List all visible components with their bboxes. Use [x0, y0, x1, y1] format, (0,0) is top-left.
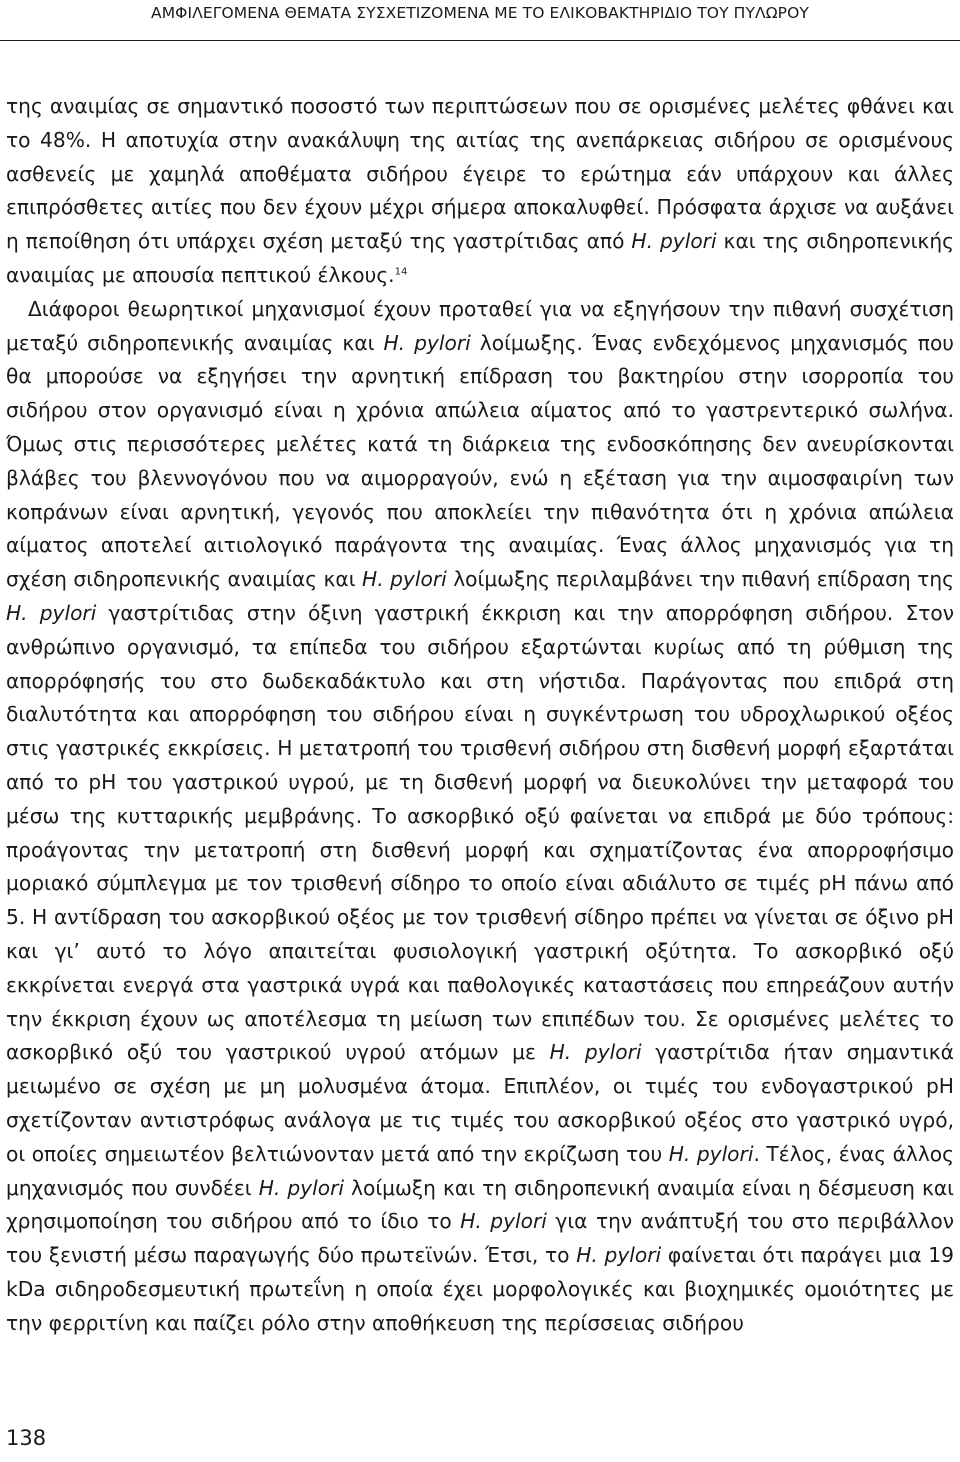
text-run: γαστρίτιδας στην όξινη γαστρική έκκριση και την απορρόφηση σιδήρου. Στον ανθρώπινο οργανισμό, τα επίπεδα του σιδήρου εξαρτώνται κυρίως από τη ρύθμιση της απορρόφησής του στο δωδεκαδάκτυλο και στη νήστιδα. Παράγοντας που επιδρά στη διαλυτότητα και απορρόφηση του σιδήρου είναι η συγκέντρωση του υδροχλωρικού οξέος στις γαστρικές εκκρίσεις. Η μετατροπή του τρισθενή σιδήρου στη δισθενή μορφή εξαρτάται από το pH του γαστρικού υγρού, με τη δισθενή μορφή να διευκολύνει την μεταφορά του μέσω της κυτταρικής μεμβράνης. Το ασκορβικό οξύ φαίνεται να επιδρά με δύο τρόπους: προάγοντας την μετατροπή στη δισθενή μορφή και σχηματίζοντας ένα απορροφήσιμο μοριακό σύμπλεγμα με τον τρισθενή σίδηρο το οποίο είναι αδιάλυτο σε τιμές pH πάνω από 5. Η αντίδραση του ασκορβικού οξέος με τον τρισθενή σίδηρο πρέπει να γίνεται σε όξινο pH και γι’ αυτό το λόγο απαιτείται φυσιολογική γαστρική οξύτητα. Το ασκορβικό οξύ εκκρίνεται ενεργά στα γαστρικά υγρά και παθολογικές καταστάσεις που επηρεάζουν αυτήν την έκκριση έχουν ως αποτέλεσμα τη μείωση των επιπέδων του. Σε ορισμένες μελέτες το ασκορβικό οξύ του γαστρικού υγρού ατόμων με — [6, 600, 954, 1065]
body-text — [6, 90, 954, 1340]
italic-term: H. pylori — [576, 1243, 662, 1268]
italic-term: H. pylori — [668, 1141, 754, 1166]
text-run: και της σιδηροπενικής αναιμίας με απουσία πεπτικού έλκους. — [6, 229, 954, 287]
text-run: λοίμωξη και τη σιδηροπενική αναιμία είναι η δέσμευση και χρησιμοποίηση του σιδήρου από το ίδιο το — [6, 1175, 955, 1234]
italic-term: H. pylori — [460, 1209, 547, 1234]
italic-term: H. pylori — [383, 330, 471, 355]
paragraph — [6, 293, 954, 1341]
italic-term: H. pylori — [631, 229, 717, 254]
italic-term: H. pylori — [258, 1175, 344, 1200]
italic-term: H. pylori — [549, 1040, 642, 1065]
text-run: λοίμωξης περιλαμβάνει την πιθανή επίδραση της — [446, 567, 954, 592]
italic-term: H. pylori — [362, 567, 447, 592]
text-run: λοίμωξης. Ένας ενδεχόμενος μηχανισμός που θα μπορούσε να εξηγήσει την αρνητική επίδραση του βακτηρίου στην ισορροπία του σιδήρου στον οργανισμό είναι η χρόνια απώλεια αίματος από το γαστρεντερικό σωλήνα. Όμως στις περισσότερες μελέτες κατά τη διάρκεια της ενδοσκόπησης δεν ανευρίσκονται βλάβες του βλεννογόνου που να αιμορραγούν, ενώ η εξέταση για την αιμοσφαιρίνη των κοπράνων είναι αρνητική, γεγονός που αποκλείει την πιθανότητα ότι η χρόνια απώλεια αίματος αποτελεί αιτιολογικό παράγοντα της αναιμίας. Ένας άλλος μηχανισμός για τη σχέση σιδηροπενικής αναιμίας και — [6, 330, 954, 592]
paragraph — [6, 90, 954, 293]
text-run: . Τέλος, ένας άλλος μηχανισμός που συνδέει — [6, 1141, 954, 1200]
text-run: για την ανάπτυξή του στο περιβάλλον του ξενιστή μέσω παραγωγής δύο πρωτεϊνών. Έτσι, το — [6, 1209, 954, 1268]
italic-term: H. pylori — [6, 600, 97, 625]
text-run: φαίνεται ότι παράγει μια 19 kDa σιδηροδεσμευτική πρωτεΐνη η οποία έχει μορφολογικές και βιοχημικές ομοιότητες με την φερριτίνη και παίζει ρόλο στην αποθήκευση της περίσσειας σιδήρου — [6, 1243, 954, 1335]
running-header: ΑΜΦΙΛΕΓΟΜΕΝΑ ΘΕΜΑΤΑ ΣΥΣΧΕΤΙΖΟΜΕΝΑ ΜΕ ΤΟ ΕΛΙΚΟΒΑΚΤΗΡΙΔΙΟ ΤΟΥ ΠΥΛΩΡΟΥ — [151, 4, 809, 22]
footnote-ref: 14 — [394, 266, 408, 278]
text-run: της αναιμίας σε σημαντικό ποσοστό των περιπτώσεων που σε ορισμένες μελέτες φθάνει και το 48%. Η αποτυχία στην ανακάλυψη της αιτίας της ανεπάρκειας σιδήρου σε ορισμένους ασθενείς με χαμηλά αποθέματα σιδήρου έγειρε το ερώτημα εάν υπάρχουν και άλλες επιπρόσθετες αιτίες που δεν έχουν μέχρι σήμερα αποκαλυφθεί. Πρόσφατα άρχισε να αυξάνει η πεποίθηση ότι υπάρχει σχέση μεταξύ της γαστρίτιδας από — [6, 94, 954, 254]
text-run: γαστρίτιδα ήταν σημαντικά μειωμένο σε σχέση με μη μολυσμένα άτομα. Επιπλέον, οι τιμές του ενδογαστρικού pH σχετίζονταν αντιστρόφως ανάλογα με τις τιμές του ασκορβικού οξέος στο γαστρικό υγρό, οι οποίες σημειωτέον βελτιώνονταν μετά από την εκρίζωση του — [6, 1040, 954, 1166]
header-rule — [0, 40, 960, 41]
page-number: 138 — [6, 1426, 47, 1450]
text-run: Διάφοροι θεωρητικοί μηχανισμοί έχουν προταθεί για να εξηγήσουν την πιθανή συσχέτιση μεταξύ σιδηροπενικής αναιμίας και — [6, 296, 954, 355]
